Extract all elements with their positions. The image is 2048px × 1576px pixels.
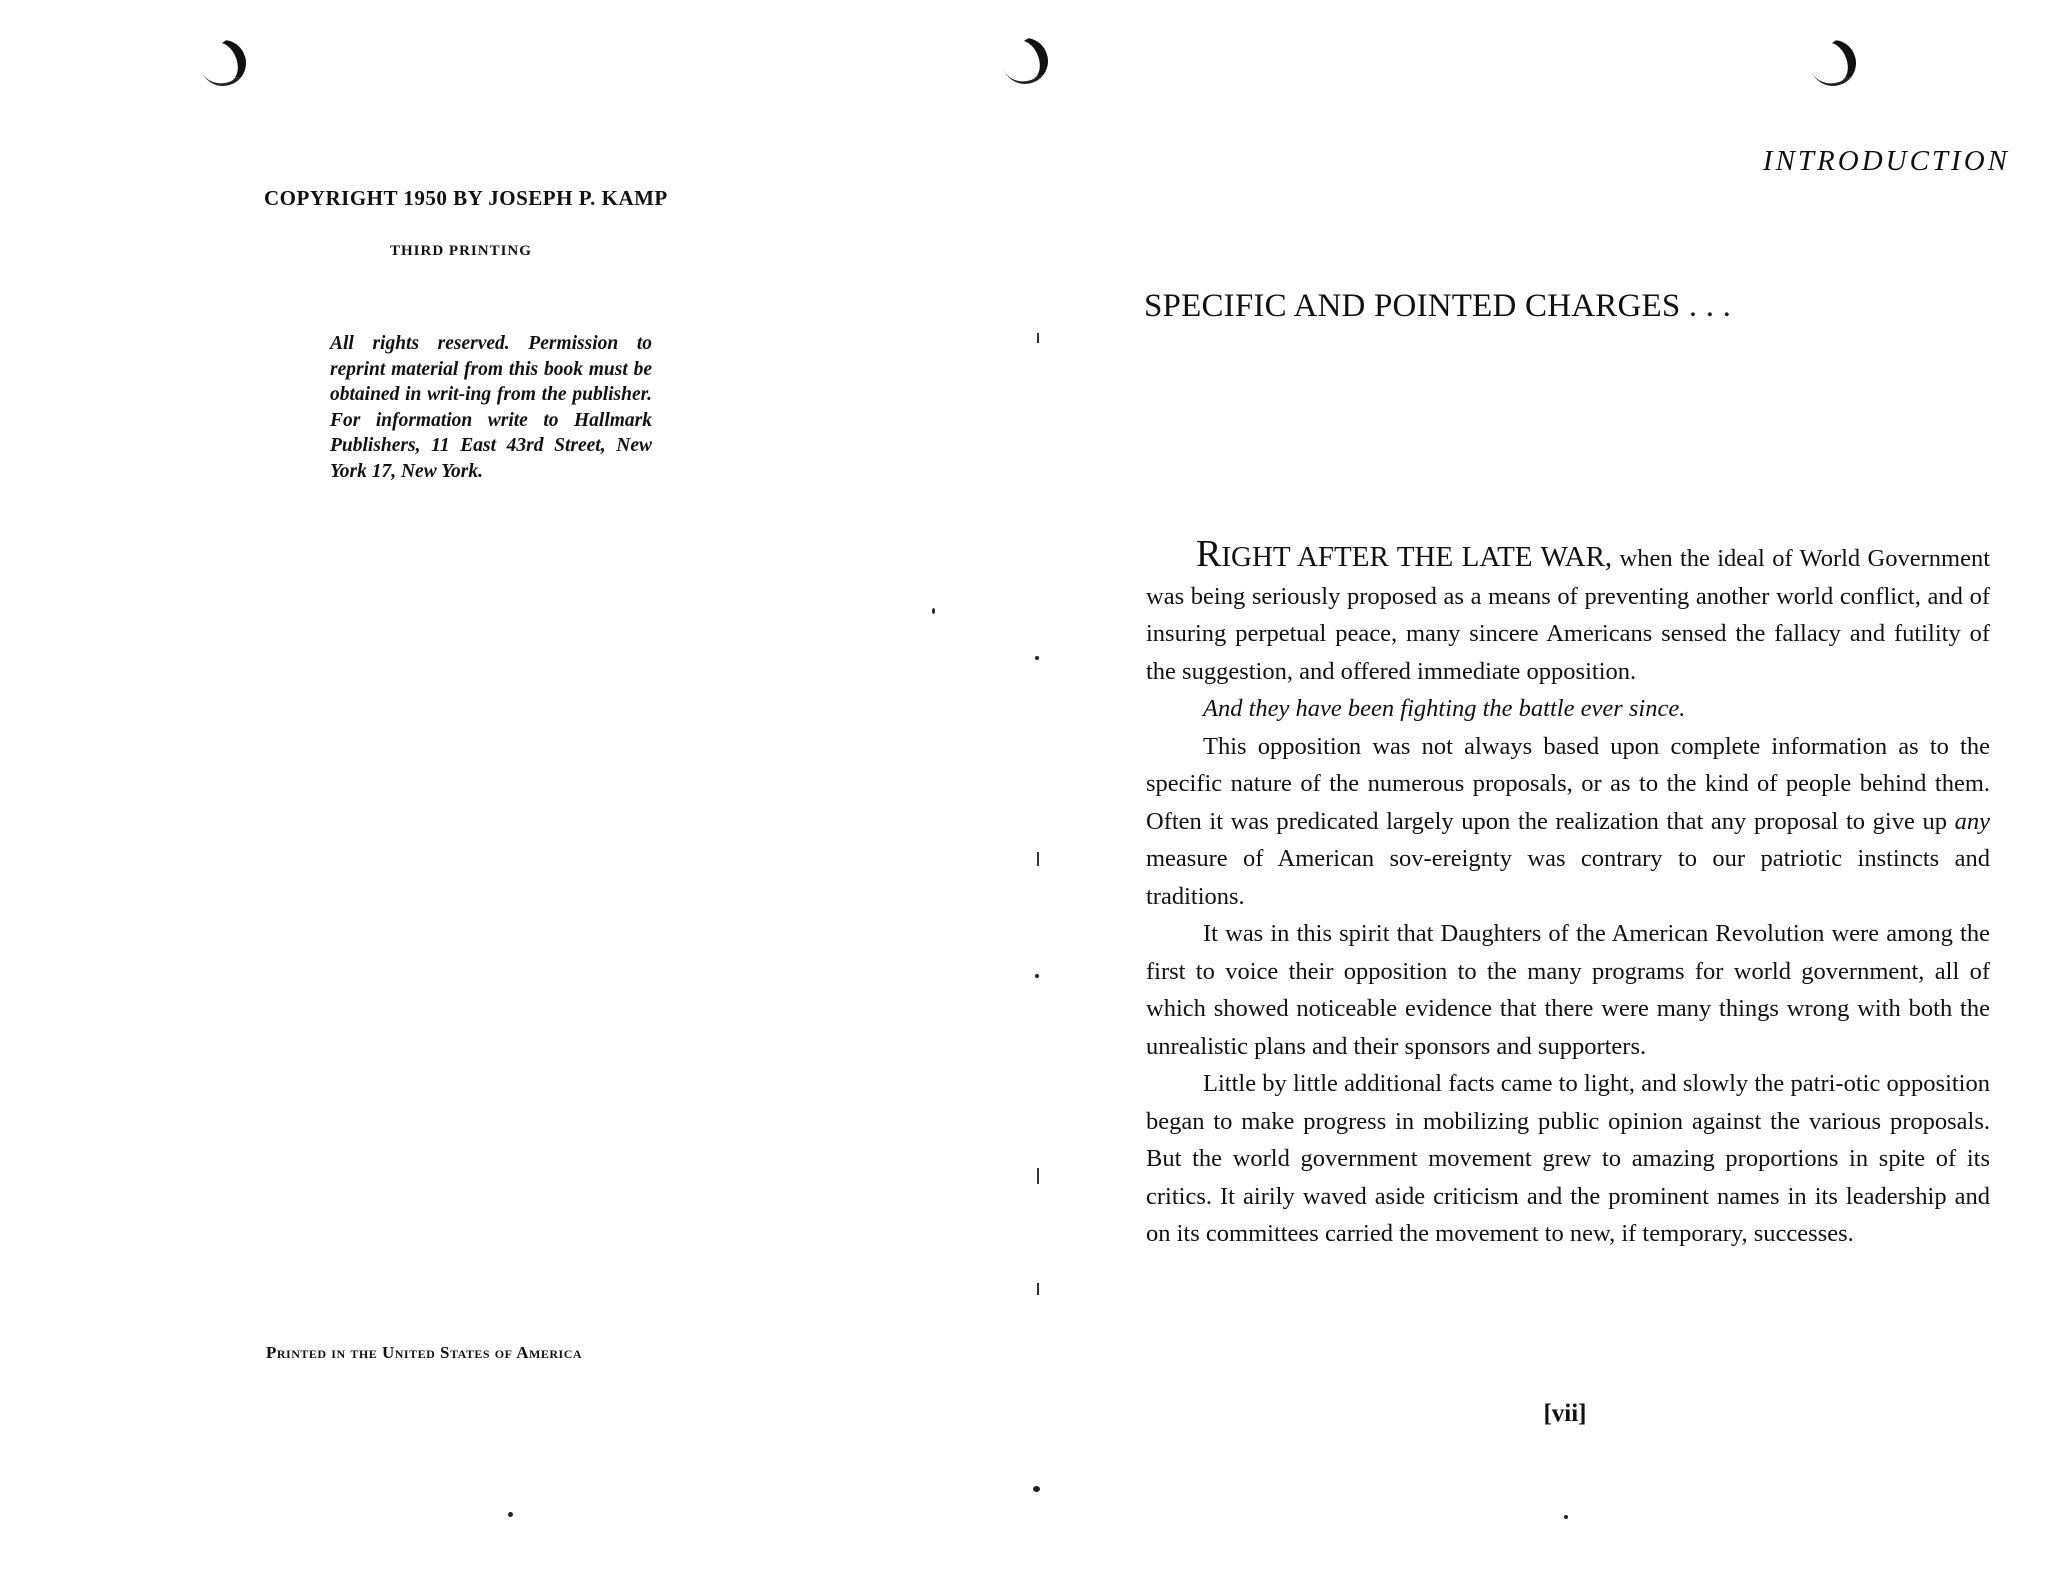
scan-speck [508,1512,513,1517]
gutter-mark [1037,1283,1039,1295]
binding-mark-center [996,32,1055,91]
paragraph-3-text-a: This opposition was not always based upon complete information as to the specific nature of the numerous proposals, or as to the kind of people behind them. Often it was predicated largely upon the realization that any proposal to give up [1146,732,1990,835]
printed-in-line: Printed in the United States of America [266,1343,583,1362]
paragraph-4: It was in this spirit that Daughters of the American Revolution were among the first to voice their opposition to the many programs for world government, all of which showed noticeable evidence that there were many things wrong with both the unrealistic plans and their sponsors and supporters. [1146,920,1990,1060]
page-number: [vii] [1543,1400,1587,1427]
scan-speck [1035,974,1039,978]
gutter-mark [1037,1168,1039,1184]
drop-initial: R [1196,533,1222,575]
paragraph-2 [1146,690,1990,728]
scan-speck [1033,1486,1040,1492]
binding-mark-right [1804,34,1863,93]
body-text [1146,533,1990,1253]
paragraph-2-text: And they have been fighting the battle ever since. [1203,695,1686,722]
scan-speck [1035,656,1039,660]
binding-mark-left [194,34,253,93]
paragraph-1-text: when the ideal of World Government was being seriously proposed as a means of preventing another world conflict, and of insuring perpetual peace, many sincere Americans sensed the fallacy and futility of the suggestion, and offered immediate opposition. [1146,545,1990,685]
rights-notice: All rights reserved. Permission to reprint material from this book must be obtained in writ-ing from the publisher. For information write to Hallmark Publishers, 11 East 43rd Street, New York 17, New York. [330,333,652,482]
paragraph-5: Little by little additional facts came to light, and slowly the patri-otic opposition began to make progress in mobilizing public opinion against the various proposals. But the world government movement grew to amazing proportions in spite of its critics. It airily waved aside criticism and the prominent names in its leadership and on its committees carried the movement to new, if temporary, successes. [1146,1070,1990,1247]
scan-speck [1564,1515,1568,1519]
gutter-mark [1037,333,1039,343]
paragraph-3-text-b: measure of American sov-ereignty was contrary to our patriotic instincts and traditions. [1146,845,1990,910]
chapter-title: SPECIFIC AND POINTED CHARGES . . . [1144,288,1732,324]
paragraph-3 [1146,728,1990,916]
scan-speck [932,608,935,614]
copyright-line: COPYRIGHT 1950 BY JOSEPH P. KAMP [264,186,668,210]
paragraph-1 [1146,533,1990,690]
gutter-mark [1037,852,1039,866]
printing-note: THIRD PRINTING [390,243,532,259]
section-label: INTRODUCTION [1762,145,2010,177]
lead-smallcaps: IGHT AFTER THE LATE WAR, [1221,541,1613,573]
paragraph-3-emphasis: any [1954,807,1990,835]
